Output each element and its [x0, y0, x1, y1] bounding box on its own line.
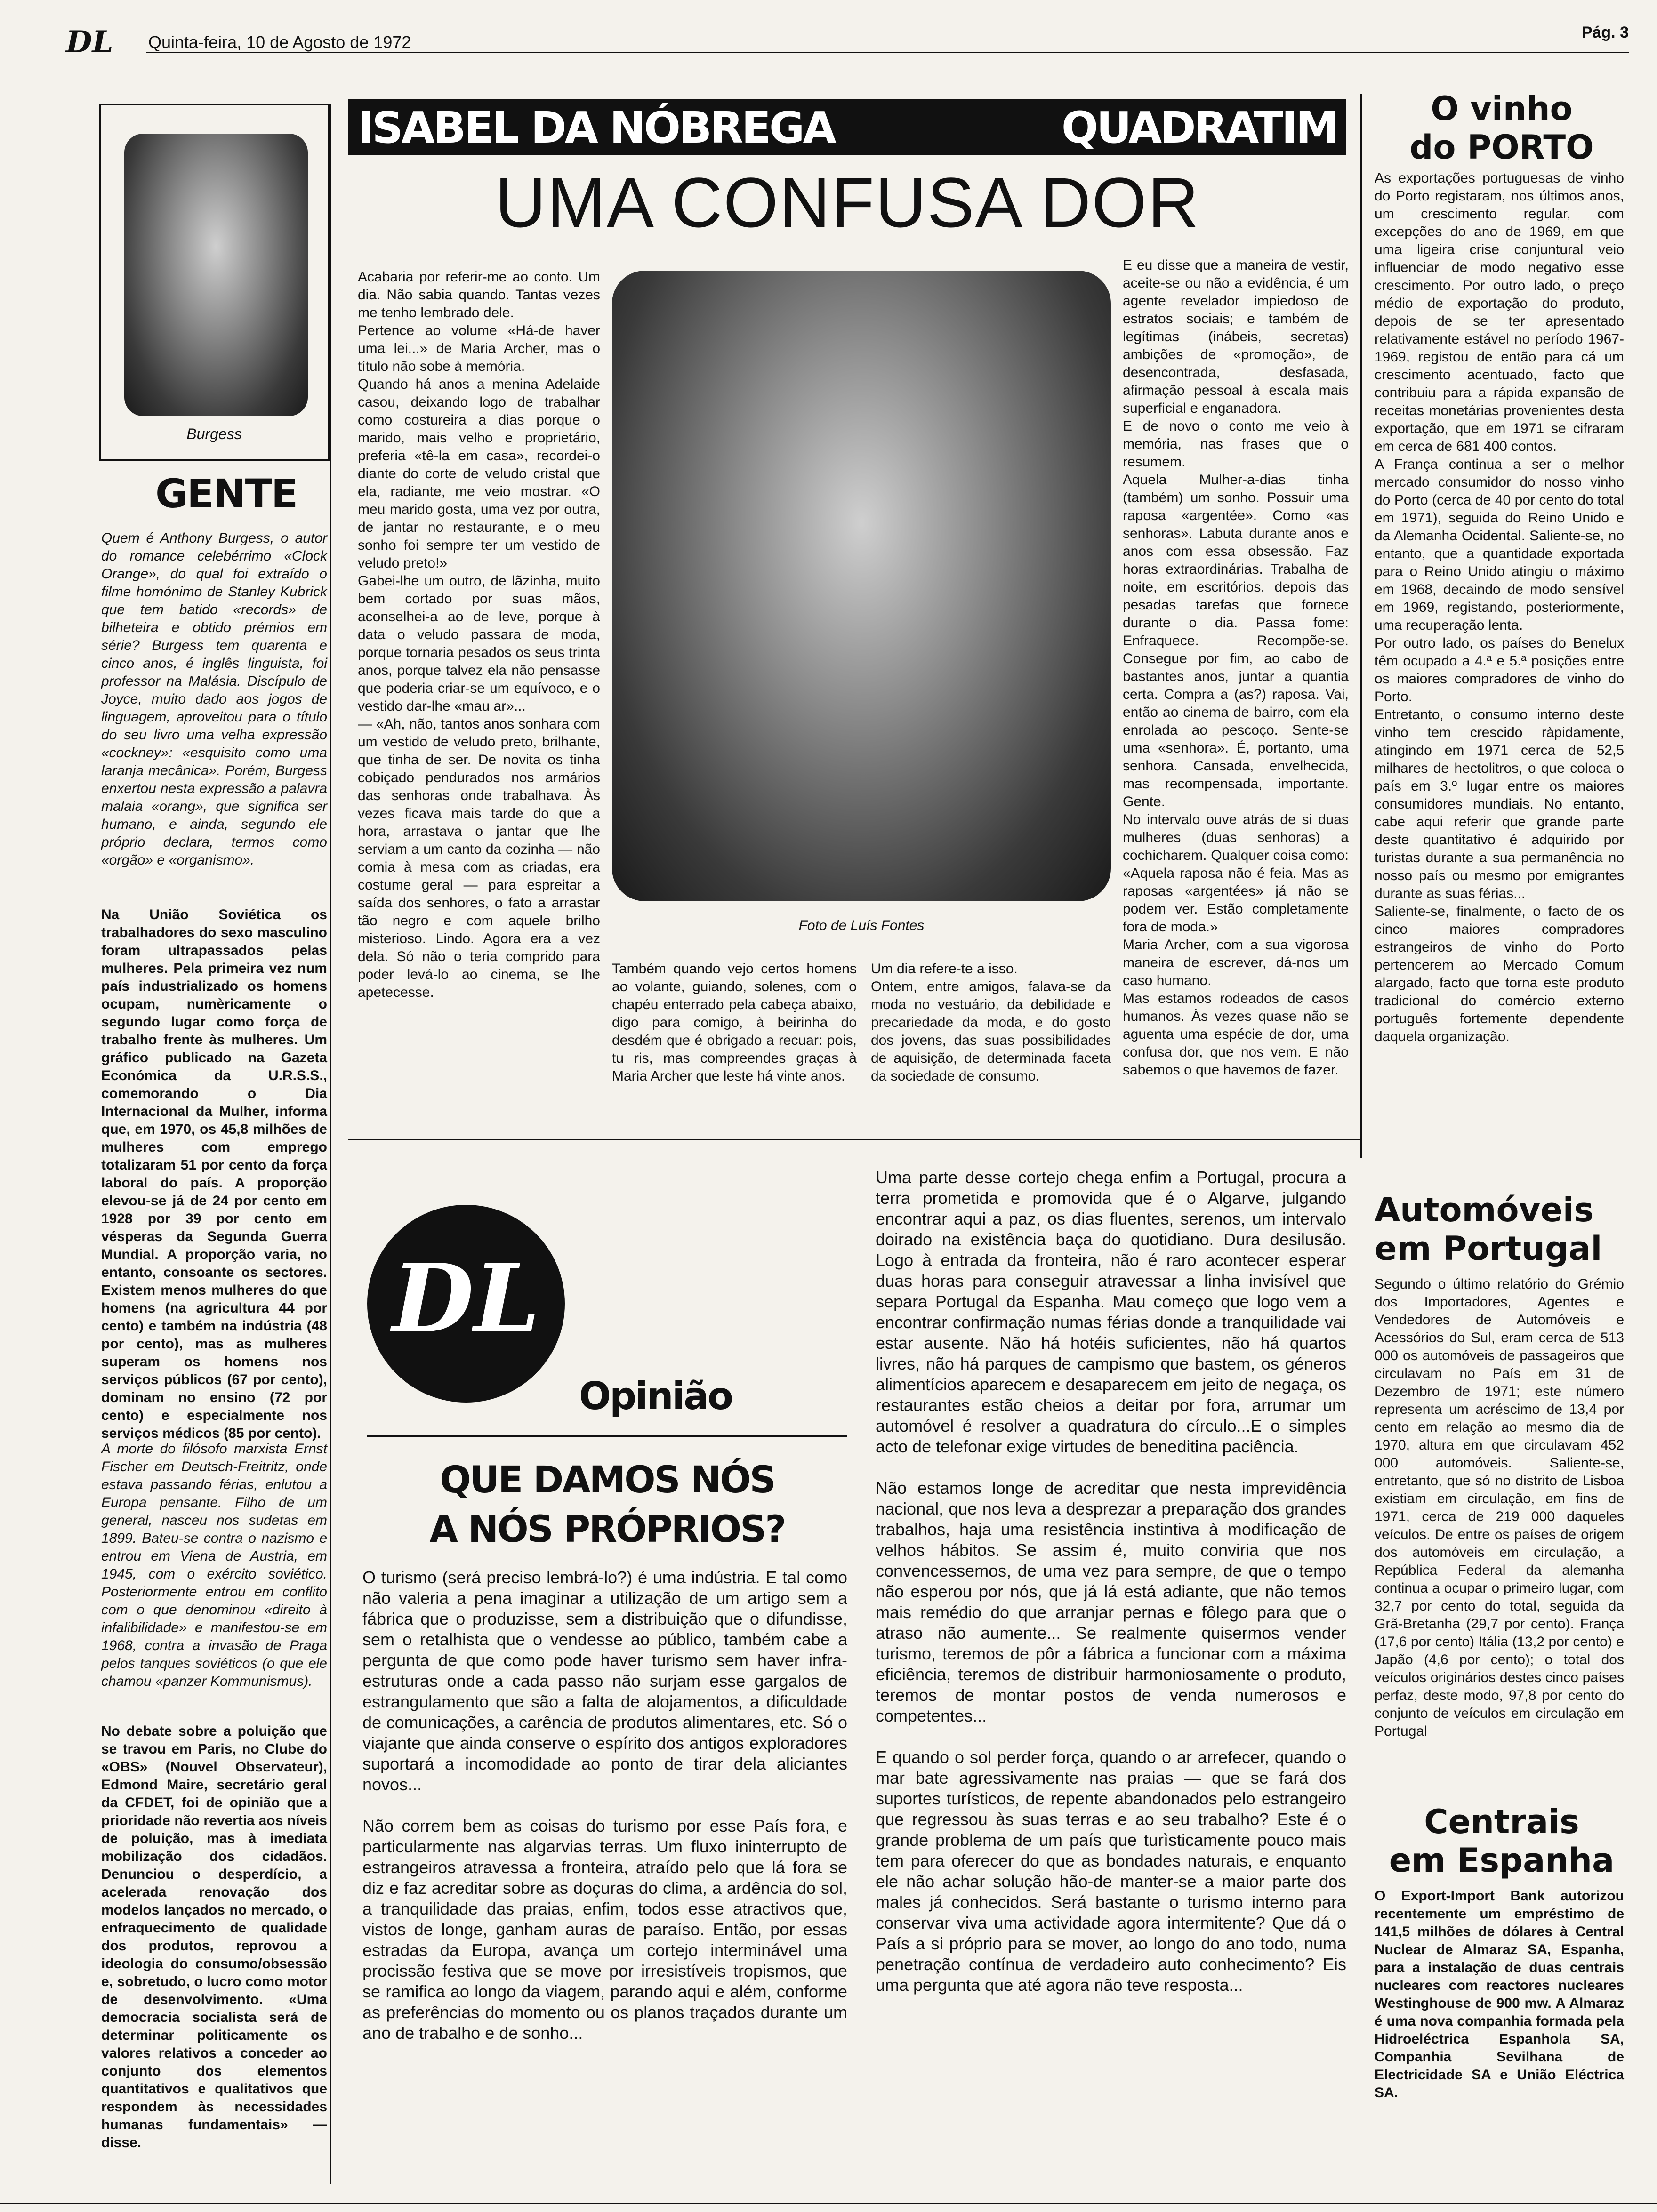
vinho-title [1375, 89, 1629, 167]
left-column-rule [330, 104, 331, 2184]
centrais-title [1375, 1803, 1629, 1880]
quadratim-section: QUADRATIM [1061, 103, 1337, 153]
quadratim-mid-column-2: Um dia refere-te a isso. Ontem, entre amigos, falava-se da moda no vestuário, da debilidade e precariedade da moda, e do gosto dos jovens, das suas possibilidades de aquisição, de determinada faceta da sociedade de consumo. [871, 961, 1111, 1084]
quadratim-photo-caption: Foto de Luís Fontes [798, 918, 925, 933]
masthead-rule [146, 52, 1629, 53]
gente-paragraph-1: Quem é Anthony Burgess, o autor do romance celebérrimo «Clock Orange», do qual foi extraído o filme homónimo de Stanley Kubrick que tem batido «records» de bilheteira e obtido prémios em série? Burgess tem quarenta e cinco anos, é inglês linguista, foi professor na Malásia. Discípulo de Joyce, muito dado aos jogos de linguagem, aproveitou para o título do seu livro uma velha expressão «cockney»: «esquisito como uma laranja mecânica». Porém, Burgess enxertou nesta expressão a palavra malaia «orang», que significa ser humano, e ainda, segundo ele próprio declara, termos como «orgão» e «organismo». [101, 530, 327, 868]
vinho-text: As exportações portuguesas de vinho do Porto registaram, nos últimos anos, um crescimento regular, com excepções do ano de 1969, em que uma ligeira crise conjuntural veio influenciar de modo negativo esse crescimento. Por outro lado, o preço médio de exportação do produto, depois de se ter apresentado relativamente estável no período 1967-1969, registou de então para cá um crescimento acentuado, facto que contribuiu para a rápida expansão de receitas monetárias provenientes desta exportação, que em 1971 se cifraram em cerca de 681 400 contos. A França continua a ser o melhor mercado consumidor do nosso vinho do Porto (cerca de 40 por cento do total em 1971), seguida do Reino Unido e da Alemanha Ocidental. Saliente-se, no entanto, que a quantidade exportada para o Reino Unido atingiu o máximo em 1968, decaindo de modo sensível em 1969, registando, posteriormente, uma recuperação lenta. Por outro lado, os países do Benelux têm ocupado a 4.ª e 5.ª posições entre os maiores compradores de vinho do Porto. Entretanto, o consumo interno deste vinho tem crescido ràpidamente, atingindo em 1971 cerca de 52,5 milhares de hectolitros, o que coloca o país em 3.º lugar entre os maiores consumidores mundiais. No entanto, cabe aqui referir que grande parte deste quantitativo é adquirido por turistas durante a sua permanência no nosso país ou mesmo por emigrantes durante as suas férias... Saliente-se, finalmente, o facto de os cinco maiores compradores estrangeiros de vinho do Porto pertencerem ao Mercado Comum alargado, facto que torna este produto tradicional do comércio externo português fortemente dependente daquela organização. [1375, 170, 1624, 1044]
right-column-rule [1360, 94, 1362, 1158]
quadratim-author: ISABEL DA NÓBREGA [358, 103, 835, 153]
vinho-title-line-1: O vinho [1431, 89, 1573, 128]
quadratim-left-column: Acabaria por referir-me ao conto. Um dia. Não sabia quando. Tantas vezes me tenho lembrado dele. Pertence ao volume «Há-de haver uma lei...» de Maria Archer, mas o título não sobe à memória. Quando há anos a menina Adelaide casou, deixando logo de trabalhar como costureira a dias porque o marido, mais velho e proprietário, preferia «tê-la em casa», recordei-o diante do corte de veludo cristal que ela, radiante, me veio mostrar. «O meu marido gosta, uma vez por outra, de jantar no restaurante, e o meu sonho foi sempre ter um vestido de veludo preto!» Gabei-lhe um outro, de lãzinha, muito bem cortado por suas mãos, aconselhei-a ao de leve, porque à data o veludo passara de moda, porque tornaria pesados os seus trinta anos, porque talvez ela não pensasse que poderia criar-se um equívoco, e o vestido dar-lhe «mau ar»... — «Ah, não, tantos anos sonhara com um vestido de veludo preto, brilhante, que tinha de ser. De novita os tinha cobiçado pendurados nos armários das senhoras onde trabalhava. Às vezes ficava mais tarde do que a hora, arrastava o jantar que lhe serviam a um canto da cozinha — não comia à mesa com as criadas, era costume geral — para espreitar a saída dos senhores, o fato a arrastar tão negro e com aquele brilho misterioso. Lindo. Agora era a vez dela. Só não o teria comprido para poder levá-lo ao cinema, se lhe apetecesse. [358, 269, 600, 1000]
centrais-title-line-1: Centrais [1424, 1803, 1579, 1841]
quadratim-right-column: E eu disse que a maneira de vestir, aceite-se ou não a evidência, é um agente revelador impiedoso de estratos sociais; e também de legítimas (inábeis, secretas) ambições de «promoção», de desencontrada, desfasada, afirmação pessoal à escala mais superficial e enganadora. E de novo o conto me veio à memória, nas frases que o resumem. Aquela Mulher-a-dias tinha (também) um sonho. Possuir uma raposa «argentée». Como «as senhoras». Labuta durante anos e anos com essa obsessão. Faz horas extraordinárias. Trabalha de noite, em escritórios, depois das pesadas tarefas que fornece durante o dia. Passa fome: Enfraquece. Recompõe-se. Consegue por fim, ao cabo de bastantes anos, juntar a quantia certa. Compra a (as?) raposa. Vai, então ao cinema de bairro, com ela enrolada ao pescoço. Sente-se uma «senhora». É, portanto, uma senhora. Cansada, envelhecida, mas recompensada, importante. Gente. No intervalo ouve atrás de si duas mulheres (duas senhoras) a cochicharem. Qualquer coisa como: «Aquela raposa não é feia. Mas as raposas «argentées» já não se podem ver. Estão completamente fora de moda.» Maria Archer, com a sua vigorosa maneira de escrever, dá-nos um caso humano. Mas estamos rodeados de casos humanos. Às vezes quase não se aguenta uma espécie de dor, uma confusa dor, que nos vem. E não sabemos o que havemos de fazer. [1123, 257, 1349, 1078]
quadratim-title: UMA CONFUSA DOR [495, 163, 1200, 242]
gente-heading: GENTE [155, 471, 298, 517]
vinho-title-line-2: do PORTO [1409, 128, 1594, 167]
quadratim-mid-column-1: Também quando vejo certos homens ao volante, guiando, solenes, com o chapéu enterrado pela cabeça abaixo, digo para comigo, à beirinha do desdém que é obrigado a recuar: pois, tu ris, mas compreendes graças à Maria Archer que leste há vinte anos. [612, 961, 857, 1084]
opiniao-title-line-2: A NÓS PRÓPRIOS? [429, 1508, 785, 1551]
automoveis-title-line-2: em Portugal [1375, 1229, 1602, 1268]
page-number: Pág. 3 [1581, 24, 1629, 41]
automoveis-title [1375, 1191, 1629, 1268]
automoveis-title-line-1: Automóveis [1375, 1191, 1594, 1229]
gente-paragraph-2: Na União Soviética os trabalhadores do sexo masculino foram ultrapassados pelas mulheres. Pela primeira vez num país industrializado os homens ocupam, numèricamente o segundo lugar como força de trabalho frente às mulheres. Um gráfico publicado na Gazeta Económica da U.R.S.S., comemorando o Dia Internacional da Mulher, informa que, em 1970, os 45,8 milhões de mulheres com emprego totalizaram 51 por cento da força laboral do país. A proporção elevou-se já de 24 por cento em 1928 por 39 por cento em vésperas da Segunda Guerra Mundial. A proporção varia, no entanto, consoante os sectores. Existem menos mulheres do que homens (na agricultura 44 por cento) e também na indústria (48 por cento), mas as mulheres superam os homens nos serviços públicos (67 por cento), dominam no ensino (72 por cento) e especialmente nos serviços médicos (85 por cento). [101, 907, 327, 1441]
opiniao-title-line-1: QUE DAMOS NÓS [440, 1459, 775, 1501]
burgess-photo [124, 134, 308, 416]
masthead-logo: DL [66, 24, 113, 60]
quadratim-photo [612, 271, 1111, 901]
opiniao-column-1: O turismo (será preciso lembrá-lo?) é uma indústria. E tal como não valeria a pena imaginar a utilização de um artigo sem a fábrica que o produzisse, sem a distribuição que o difundisse, sem o retalhista que o vendesse ao público, também cabe a pergunta de que como pode haver turismo sem haver infra-estruturas onde a cada passo não surjam esse gargalos de estrangulamento que são a falta de alojamentos, a dificuldade de comunicações, a carência de produtos alimentares, etc. Só o viajante que ainda conserve o espírito dos antigos exploradores suportará a incomodidade ao ponto de tirar dela aliciantes novos... Não correm bem as coisas do turismo por esse País fora, e particularmente nas algarvias terras. Um fluxo ininterrupto de estrangeiros atravessa a fronteira, atraído pelo que lá fora se diz e faz acreditar sobre as doçuras do clima, a ardência do sol, a tranquilidade das praias, enfim, todos esse atractivos que, vistos de longe, ganham auras de paraíso. Então, por essas estradas da Europa, avança um cortejo interminável uma procissão festiva que se move por irresistíveis tropismos, que se ramifica ao longo da viagem, parando aqui e além, conforme as preferências do momento ou os planos traçados durante um ano de trabalho e de sonho... [362, 1568, 847, 2043]
opiniao-top-rule [348, 1139, 1360, 1140]
automoveis-text: Segundo o último relatório do Grémio dos Importadores, Agentes e Vendedores de Automóveis e Acessórios do Sul, eram cerca de 513 000 os automóveis de passageiros que circulavam no País em 31 de Dezembro de 1971; este número representa um acréscimo de 13,4 por cento em relação ao mesmo dia de 1970, altura em que circulavam 452 000 automóveis. Saliente-se, entretanto, que só no distrito de Lisboa existiam em circulação, em fins de 1971, cerca de 219 000 daqueles veículos. De entre os países de origem dos automóveis em circulação, a República Federal da alemanha continua a ocupar o primeiro lugar, com 32,7 por cento do total, seguida da Grã-Bretanha (29,7 por cento). França (17,6 por cento) Itália (13,2 por cento) e Japão (4,6 por cento); o total dos veículos originários destes cinco países perfaz, deste modo, 97,8 por cento do conjunto de veículos em circulação em Portugal [1375, 1276, 1624, 1739]
page-bottom-rule [0, 2203, 1657, 2204]
burgess-caption: Burgess [186, 425, 242, 442]
masthead-date: Quinta-feira, 10 de Agosto de 1972 [148, 32, 411, 52]
gente-paragraph-3: A morte do filósofo marxista Ernst Fischer em Deutsch-Freitritz, onde estava passando férias, enlutou a Europa pensante. Filho de um general, nasceu nos sudetas em 1899. Bateu-se contra o nazismo e entrou em Viena de Austria, em 1945, com o exército soviético. Posteriormente entrou em conflito com o que denominou «direito à infalibilidade» e manifestou-se em 1968, contra a invasão de Praga pelos tanques soviéticos (o que ele chamou «panzer Kommunismus). [101, 1441, 327, 1689]
centrais-title-line-2: em Espanha [1389, 1841, 1615, 1880]
centrais-text: O Export-Import Bank autorizou recentemente um empréstimo de 141,5 milhões de dólares à Central Nuclear de Almaraz SA, Espanha, para a instalação de duas centrais nucleares com reactores nucleares Westinghouse de 900 mw. A Almaraz é uma nova companhia formada pela Hidroeléctrica Espanhola SA, Companhia Sevilhana de Electricidade SA e União Eléctrica SA. [1375, 1888, 1624, 2100]
opiniao-title-rule [367, 1435, 847, 1437]
opiniao-column-2: Uma parte desse cortejo chega enfim a Portugal, procura a terra prometida e promovida que é o Algarve, julgando encontrar aqui a paz, os dias fluentes, serenos, um intervalo doirado na existência baça do quotidiano. Dura desilusão. Logo à entrada da fronteira, não é raro acontecer esperar duas horas para conseguir atravessar a linha invisível que separa Portugal da Espanha. Mau começo que logo vem a encontrar confirmação numas férias donde a tranquilidade vai estar ausente. Não há hotéis suficientes, não há quartos livres, não há parques de campismo que bastem, os géneros alimentícios aparecem e desaparecem em jeito de negaça, os restaurantes estão cheios a deitar por fora, arrumar um automóvel é resolver a quadratura do círculo...E o simples acto de telefonar exige virtudes de beneditina paciência. Não estamos longe de acreditar que nesta imprevidência nacional, que nos leva a desprezar a preparação dos grandes trabalhos, haja uma resistência instintiva à modificação de velhos hábitos. Se assim é, muito conviria que nos convencessemos, de uma vez para sempre, de que o tempo não esperou por nós, que já lá está adiante, que não temos mais remédio do que arranjar pernas e fôlego para que o atraso não aumente... Se realmente quisermos vender turismo, teremos de pôr a fábrica a funcionar com a máxima eficiência, teremos de distribuir harmoniosamente o produto, teremos de montar postos de venda numerosos e competentes... E quando o sol perder força, quando o ar arrefecer, quando o mar bate agressivamente nas praias — que se fará dos suportes turísticos, de repente abandonados pelo estrangeiro que regressou às suas terras e ao seu trabalho? Este é o grande problema de um país que turìsticamente pouco mais tem para oferecer do que as bondades naturais, e enquanto ele não achar solução hão-de manter-se a maior parte dos males já conhecidos. Será bastante o turismo interno para conservar viva uma actividade agora intermitente? Que dá o País a si próprio para se mover, ao longo do ano todo, numa penetração contínua de verdadeiro auto conhecimento? Eis uma pergunta que até agora não teve resposta... [876, 1168, 1346, 1995]
opiniao-logo-circle [367, 1205, 565, 1403]
quadratim-banner [348, 99, 1346, 155]
gente-photo-frame [99, 104, 330, 461]
opiniao-logo: DL [392, 1243, 540, 1354]
gente-paragraph-4: No debate sobre a poluição que se travou em Paris, no Clube do «OBS» (Nouvel Observateur), Edmond Maire, secretário geral da CFDET, foi de opinião que a prioridade não revertia aos níveis de poluição, mas à imediata mobilização dos cidadãos. Denunciou o desperdício, a acelerada renovação dos modelos lançados no mercado, o enfraquecimento de qualidade dos produtos, reprovou a ideologia do consumo/obsessão e, sobretudo, o lucro como motor de desenvolvimento. «Uma democracia socialista será de determinar politicamente os valores relativos a conceder ao conjunto dos elementos quantitativos e qualitativos que respondem às necessidades humanas fundamentais» — disse. [101, 1723, 327, 2150]
opiniao-section: Opinião [579, 1374, 732, 1418]
